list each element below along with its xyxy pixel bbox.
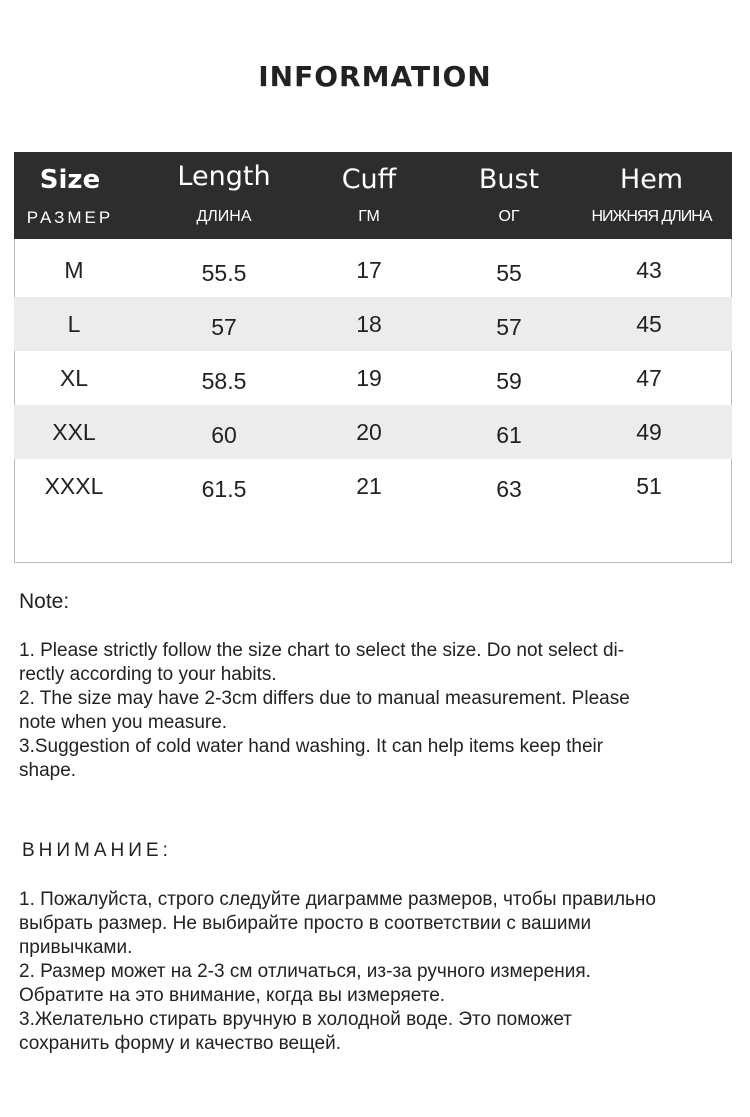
cell-cuff: 19 xyxy=(356,365,382,391)
cell-cuff: 18 xyxy=(356,311,382,337)
cell-bust: 63 xyxy=(496,476,522,502)
header-hem-ru: НИЖНЯЯ ДЛИНА xyxy=(591,208,712,225)
note-heading: Note: xyxy=(19,590,70,613)
page-title: INFORMATION xyxy=(258,60,492,93)
note-ru-line: 3.Желательно стирать вручную в холодной воде. Это поможет xyxy=(19,1009,573,1030)
cell-size: XXXL xyxy=(44,473,104,499)
header-size-en: Size xyxy=(39,165,101,195)
cell-cuff: 21 xyxy=(356,473,382,499)
note-line: rectly according to your habits. xyxy=(19,664,277,685)
cell-bust: 59 xyxy=(496,368,522,394)
cell-length: 58.5 xyxy=(201,368,247,394)
note-line: 2. The size may have 2-3cm differs due to manual measurement. Please xyxy=(19,688,630,709)
header-bust-en: Bust xyxy=(478,164,540,195)
note-ru-line: 1. Пожалуйста, строго следуйте диаграмме размеров, чтобы правильно xyxy=(19,889,656,910)
header-bust xyxy=(449,152,569,239)
table-row xyxy=(14,297,732,351)
header-cuff-en: Cuff xyxy=(341,164,397,195)
cell-length: 61.5 xyxy=(201,476,247,502)
note-text xyxy=(19,639,734,783)
cell-hem: 51 xyxy=(636,473,662,499)
header-size-ru: РАЗМЕР xyxy=(26,208,114,227)
note-ru-line: сохранить форму и качество вещей. xyxy=(19,1033,341,1054)
note-ru-line: 2. Размер может на 2-3 см отличаться, из-за ручного измерения. xyxy=(19,961,591,982)
cell-bust: 61 xyxy=(496,422,522,448)
table-row xyxy=(14,459,732,513)
cell-length: 60 xyxy=(211,422,237,448)
header-bust-ru: ОГ xyxy=(498,208,520,225)
table-row xyxy=(14,405,732,459)
note-ru-line: выбрать размер. Не выбирайте просто в соответствии с вашими xyxy=(19,913,592,934)
note-line: shape. xyxy=(19,760,77,781)
cell-size: M xyxy=(64,257,84,283)
note-line: 1. Please strictly follow the size chart to select the size. Do not select di- xyxy=(19,640,625,661)
note-line: note when you measure. xyxy=(19,712,228,733)
cell-hem: 43 xyxy=(636,257,662,283)
cell-cuff: 20 xyxy=(356,419,382,445)
header-length xyxy=(154,152,294,239)
header-size xyxy=(14,152,126,239)
cell-hem: 47 xyxy=(636,365,662,391)
note-ru-text xyxy=(19,888,734,1056)
table-row xyxy=(14,243,732,297)
header-length-ru: ДЛИНА xyxy=(196,208,252,225)
cell-hem: 49 xyxy=(636,419,662,445)
cell-length: 57 xyxy=(211,314,237,340)
cell-hem: 45 xyxy=(636,311,662,337)
cell-size: XXL xyxy=(52,419,96,445)
cell-size: L xyxy=(67,311,81,337)
note-ru-line: привычками. xyxy=(19,937,133,958)
cell-bust: 55 xyxy=(496,260,522,286)
header-cuff-ru: ГМ xyxy=(358,208,380,225)
note-ru-heading: ВНИМАНИЕ: xyxy=(22,840,172,861)
header-hem-en: Hem xyxy=(619,164,684,195)
table-header xyxy=(14,152,732,239)
cell-bust: 57 xyxy=(496,314,522,340)
header-length-en: Length xyxy=(177,161,271,192)
header-hem xyxy=(579,152,724,239)
header-cuff xyxy=(309,152,429,239)
cell-length: 55.5 xyxy=(201,260,247,286)
note-line: 3.Suggestion of cold water hand washing. It can help items keep their xyxy=(19,736,604,757)
cell-size: XL xyxy=(59,365,89,391)
cell-cuff: 17 xyxy=(356,257,382,283)
table-row xyxy=(14,351,732,405)
size-chart-table xyxy=(14,152,732,563)
note-ru-line: Обратите на это внимание, когда вы измеряете. xyxy=(19,985,446,1006)
